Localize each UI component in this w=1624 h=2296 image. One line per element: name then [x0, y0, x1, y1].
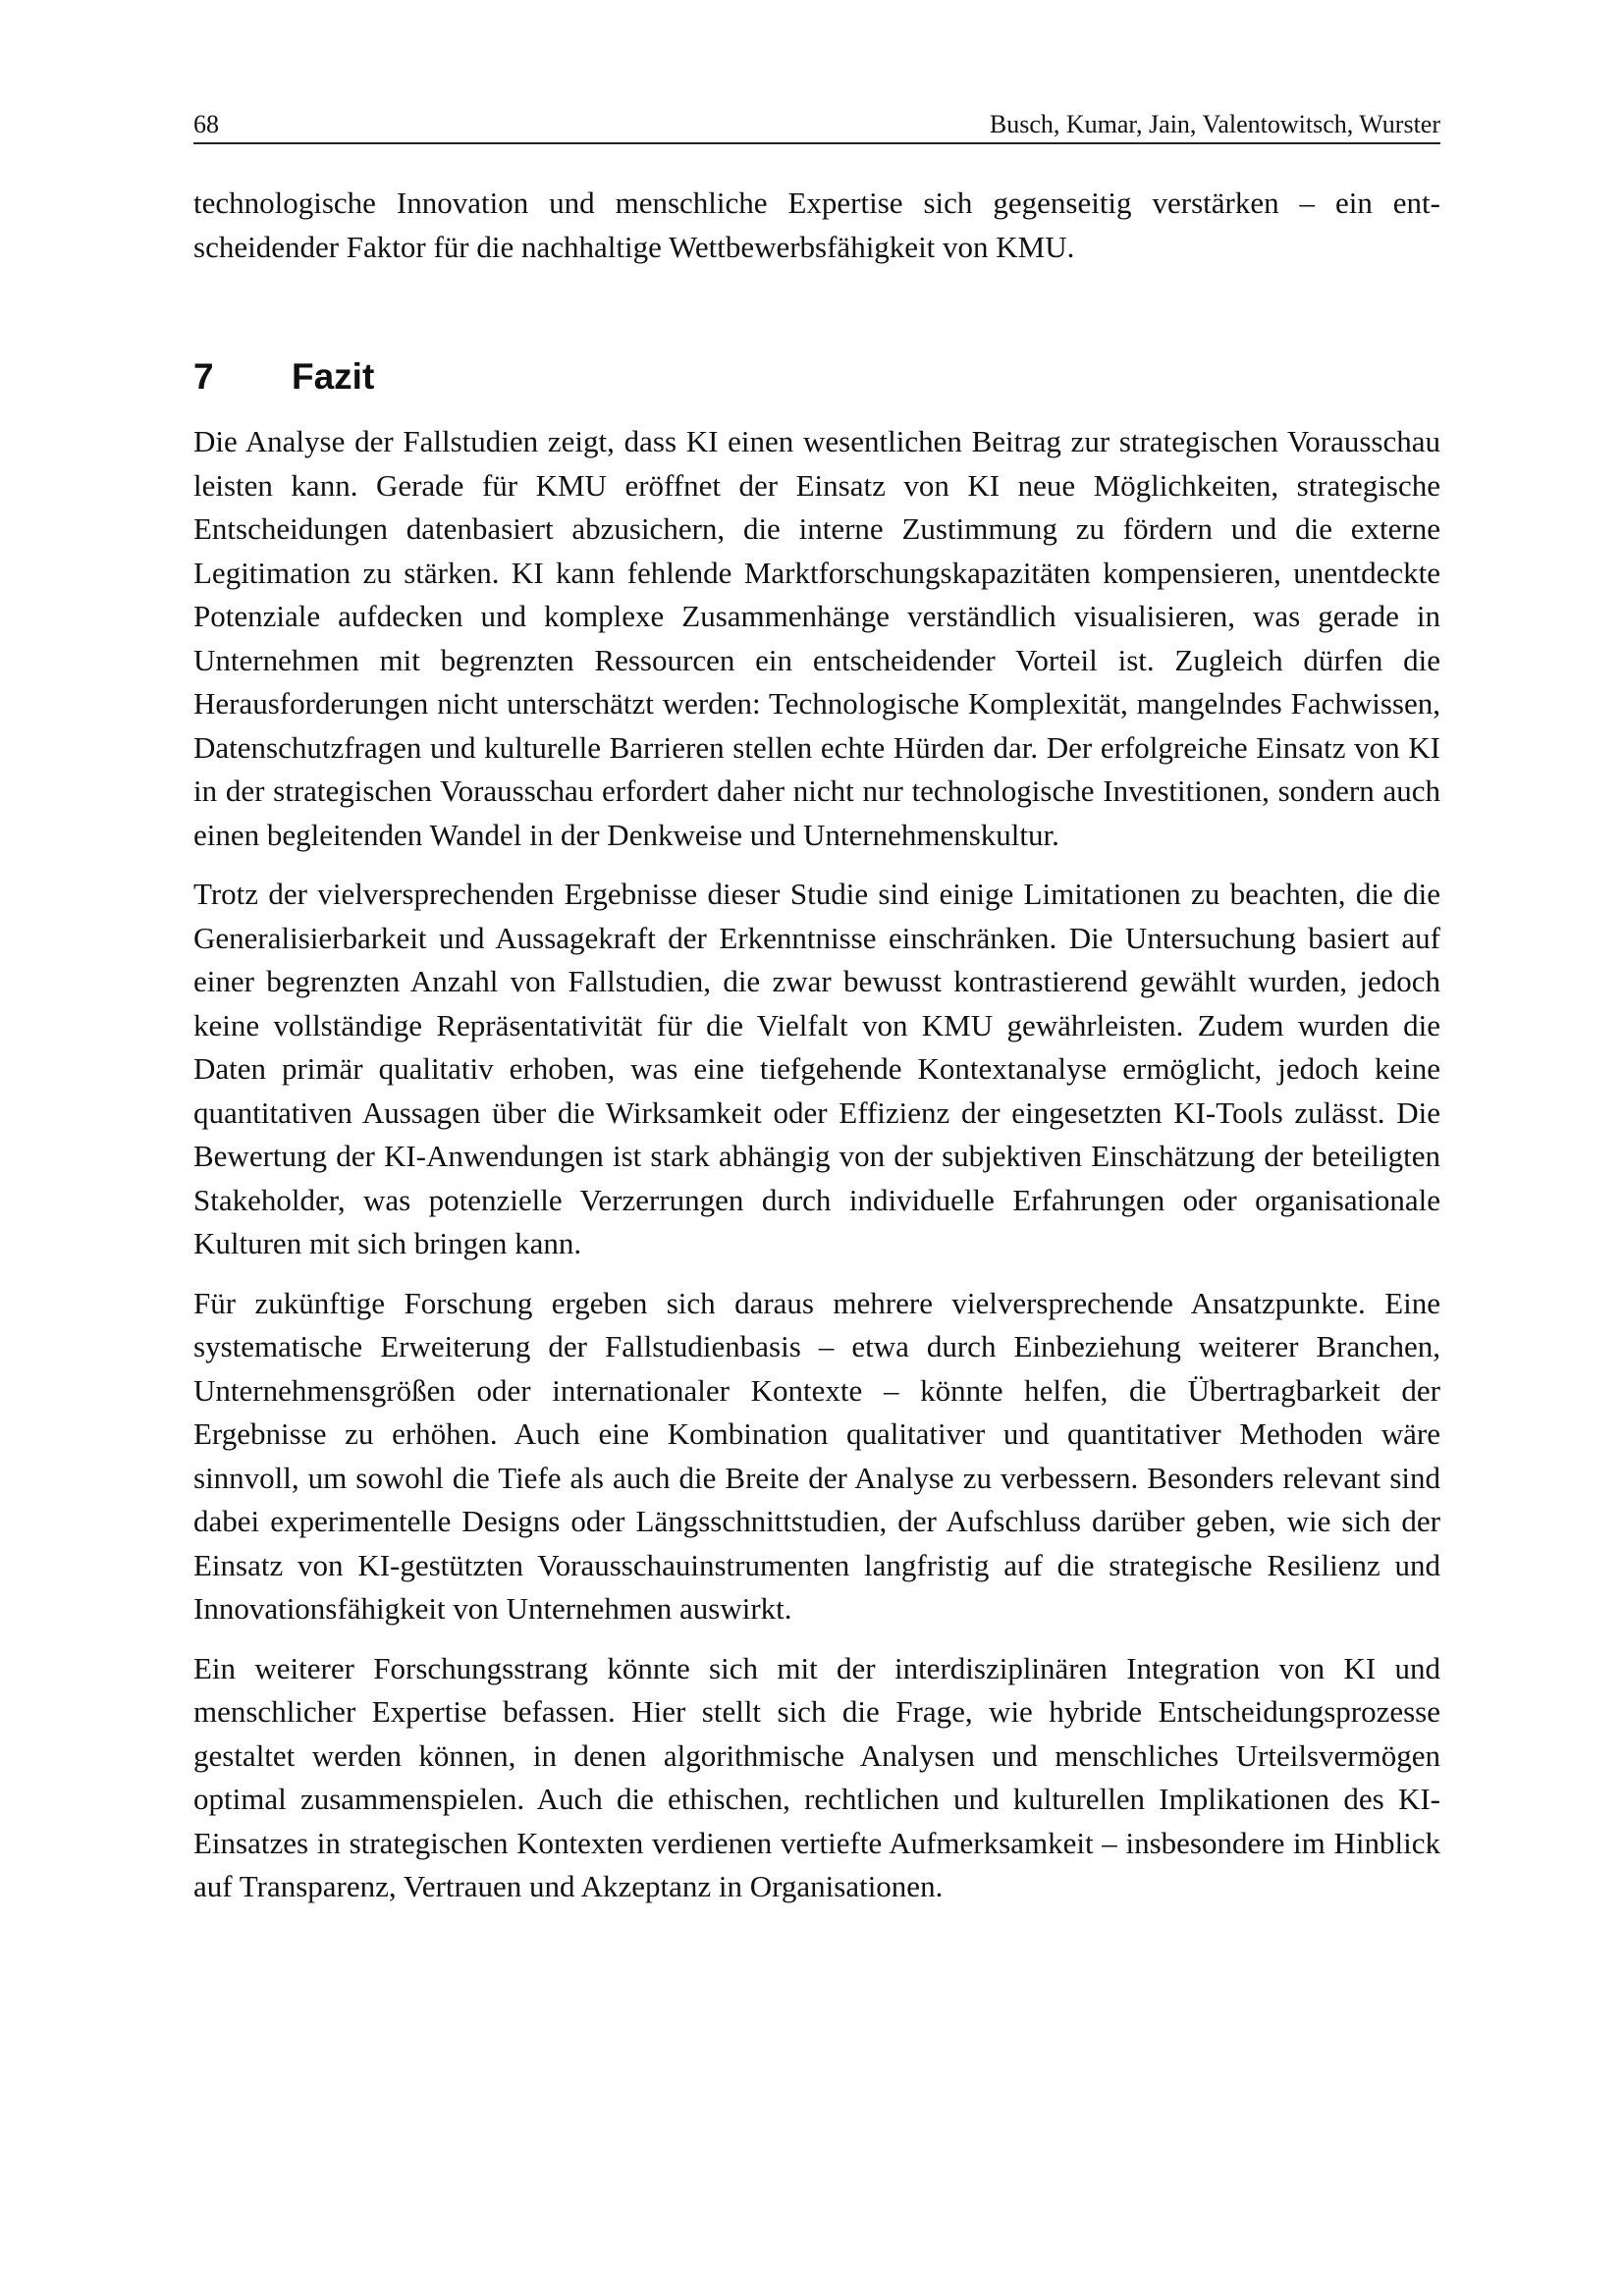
document-page — [193, 110, 1440, 1909]
running-header — [193, 110, 1440, 144]
section-heading — [193, 355, 1440, 399]
paragraph-conclusion: Die Analyse der Fallstudien zeigt, dass KI einen wesentlichen Beitrag zur strategischen Vorausschau leisten kann. Gerade für KMU eröffnet der Einsatz von KI neue Möglichkeiten, strategische Entscheidungen datenbasiert abzusichern, die interne Zustimmung zu fördern und die externe Legitimation zu stärken. KI kann fehlende Marktforschungskapazitäten kompensieren, unentdeckte Potenziale aufdecken und komplexe Zusammenhänge verständlich visualisieren, was gerade in Unternehmen mit begrenzten Ressourcen ein entscheidender Vorteil ist. Zugleich dürfen die Herausforderungen nicht unterschätzt werden: Technologische Komplexität, mangelndes Fachwissen, Datenschutzfragen und kulturelle Barrieren stellen echte Hürden dar. Der erfolgreiche Einsatz von KI in der strategischen Vorausschau erfordert daher nicht nur technologische Investitionen, sondern auch einen begleitenden Wandel in der Denkweise und Unternehmenskultur. — [193, 424, 1440, 852]
section-number: 7 — [193, 356, 214, 397]
page-number: 68 — [193, 110, 219, 138]
paragraph-future-research: Für zukünftige Forschung ergeben sich daraus mehrere vielversprechende Ansatzpunkte. Eine systematische Erweiterung der Fallstudienbasis – etwa durch Einbeziehung weiterer Branchen, Unternehmensgrößen oder internationaler Kontexte – könnte helfen, die Übertragbarkeit der Ergebnisse zu erhöhen. Auch eine Kombination qualitativer und quantitativer Methoden wäre sinnvoll, um sowohl die Tiefe als auch die Breite der Analyse zu verbessern. Besonders relevant sind dabei experimentelle Designs oder Längsschnittstudien, der Aufschluss darüber geben, wie sich der Einsatz von KI-gestützten Vorausschauinstrumenten langfristig auf die strategische Resilienz und Innovationsfähigkeit von Unternehmen auswirkt. — [193, 1285, 1440, 1626]
paragraph-interdisciplinary: Ein weiterer Forschungsstrang könnte sich mit der interdisziplinären Integration von KI und menschlicher Expertise befassen. Hier stellt sich die Frage, wie hybride Entscheidungsprozesse gestaltet werden können, in denen algorithmische Analysen und menschliches Urteilsvermögen optimal zusammenspielen. Auch die ethischen, rechtlichen und kulturellen Implikationen des KI-Einsatzes in strategischen Kontexten verdienen vertiefte Aufmerksamkeit – insbesondere im Hinblick auf Transparenz, Vertrauen und Akzeptanz in Organisationen. — [193, 1650, 1440, 1903]
section-title: Fazit — [292, 356, 375, 397]
header-authors: Busch, Kumar, Jain, Valentowitsch, Wurster — [989, 110, 1440, 138]
intro-paragraph: technologische Innovation und menschliche Expertise sich gegenseitig verstärken – ein entscheidender Faktor für die nachhaltige Wettbewerbsfähigkeit von KMU. — [193, 186, 1440, 264]
paragraph-limitations: Trotz der vielversprechenden Ergebnisse dieser Studie sind einige Limitationen zu beachten, die die Generalisierbarkeit und Aussagekraft der Erkenntnisse einschränken. Die Untersuchung basiert auf einer begrenzten Anzahl von Fallstudien, die zwar bewusst kontrastierend gewählt wurden, jedoch keine vollständige Repräsentativität für die Vielfalt von KMU gewährleisten. Zudem wurden die Daten primär qualitativ erhoben, was eine tiefgehende Kontextanalyse ermöglicht, jedoch keine quantitativen Aussagen über die Wirksamkeit oder Effizienz der eingesetzten KI-Tools zulässt. Die Bewertung der KI-Anwendungen ist stark abhängig von der subjektiven Einschätzung der beteiligten Stakeholder, was potenzielle Verzerrungen durch individuelle Erfahrungen oder organisationale Kulturen mit sich bringen kann. — [193, 877, 1440, 1260]
